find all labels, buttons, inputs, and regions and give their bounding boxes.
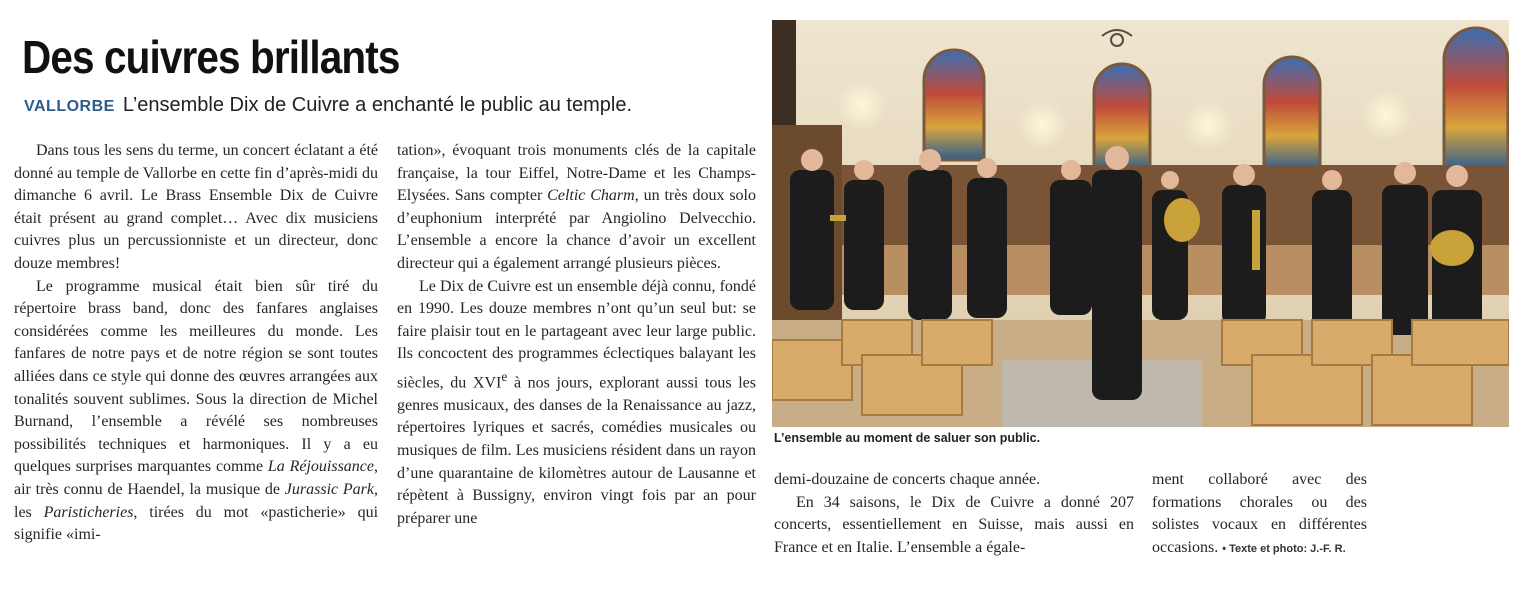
concert-photo bbox=[772, 20, 1509, 427]
text-column-3 bbox=[774, 469, 1134, 559]
paragraph bbox=[397, 140, 756, 276]
text-column-2 bbox=[397, 140, 756, 530]
kicker: VALLORBE bbox=[24, 98, 115, 115]
work-title: Celtic Charm bbox=[547, 187, 635, 205]
text-run: Le programme musical était bien sûr tiré du répertoire brass band, donc des fanfares anglaises considérées comme les meilleures du monde. Les fanfares de notre pays et de notre région se sont toutes alliées dans ce style qui donne des œuvres arrangées aux tonalités souvent sublimes. Sous la direction de Michel Burnand, l’ensemble a révélé ses nombreuses possibilités techniques et harmoniques. Il y a eu quelques surprises marquantes comme bbox=[14, 277, 378, 476]
text-run: Le Dix de Cuivre est un ensemble déjà connu, fondé en 1990. Les douze membres n’ont qu’un seul but: se faire plaisir tout en le partageant avec leur large public. Ils concoctent des programmes éclectiques balayant les siècles, du XVI bbox=[397, 277, 756, 392]
text-run: , air très connu de Haendel, la musique de bbox=[14, 458, 378, 498]
work-title: La Réjouissance bbox=[267, 458, 374, 476]
subhead: L’ensemble Dix de Cuivre a enchanté le public au temple. bbox=[122, 94, 633, 116]
paragraph bbox=[14, 276, 378, 547]
headline: Des cuivres brillants bbox=[22, 31, 400, 83]
text-column-4 bbox=[1152, 469, 1367, 560]
photo-caption: L’ensemble au moment de saluer son public. bbox=[774, 431, 1041, 445]
kicker-row bbox=[24, 94, 632, 117]
text-run: ment collaboré avec des formations chorales ou des solistes vocaux en différentes occasions. bbox=[1152, 471, 1367, 556]
paragraph bbox=[397, 276, 756, 531]
text-run: , les bbox=[14, 480, 379, 521]
superscript: e bbox=[501, 368, 508, 384]
text-run: à nos jours, explorant aussi tous les genres musicaux, des danses de la Renaissance au jazz, répertoires lyriques et sacrés, comédies musicales ou musiques de film. Les musiciens résident dans un rayon d’une quarantaine de kilomètres autour de Lausanne et répètent à Bussigny, environ vingt fois par an pour préparer une bbox=[397, 374, 756, 527]
text-run: , un très doux solo d’euphonium interprété par Angiolino Delvecchio. L’ensemble a encore la chance d’avoir un excellent directeur qui a également arrangé plusieurs pièces. bbox=[397, 187, 756, 272]
work-title: Paristicheries bbox=[43, 503, 134, 521]
text-run: , tirées du mot «pasticherie» qui signifie «imi- bbox=[14, 503, 379, 544]
work-title: Jurassic Park bbox=[284, 480, 375, 498]
paragraph: En 34 saisons, le Dix de Cuivre a donné 207 concerts, essentiellement en Suisse, mais aussi en France et en Italie. L’ensemble a égale- bbox=[774, 493, 1134, 556]
text-run: tation», évoquant trois monuments clés de la capitale française, la tour Eiffel, Notre-Dame et les Champs-Elysées. Sans compter bbox=[397, 142, 756, 205]
paragraph: demi-douzaine de concerts chaque année. bbox=[774, 471, 1041, 488]
paragraph bbox=[1152, 469, 1367, 560]
credit: • Texte et photo: J.-F. R. bbox=[1222, 542, 1346, 555]
paragraph: Dans tous les sens du terme, un concert éclatant a été donné au temple de Vallorbe en cette fin d’après-midi du dimanche 6 avril. Le Brass Ensemble Dix de Cuivre était présent au grand complet… Avec dix musiciens cuivres plus un percussionniste et un directeur, donc douze membres! bbox=[14, 142, 378, 272]
text-column-1 bbox=[14, 140, 378, 547]
